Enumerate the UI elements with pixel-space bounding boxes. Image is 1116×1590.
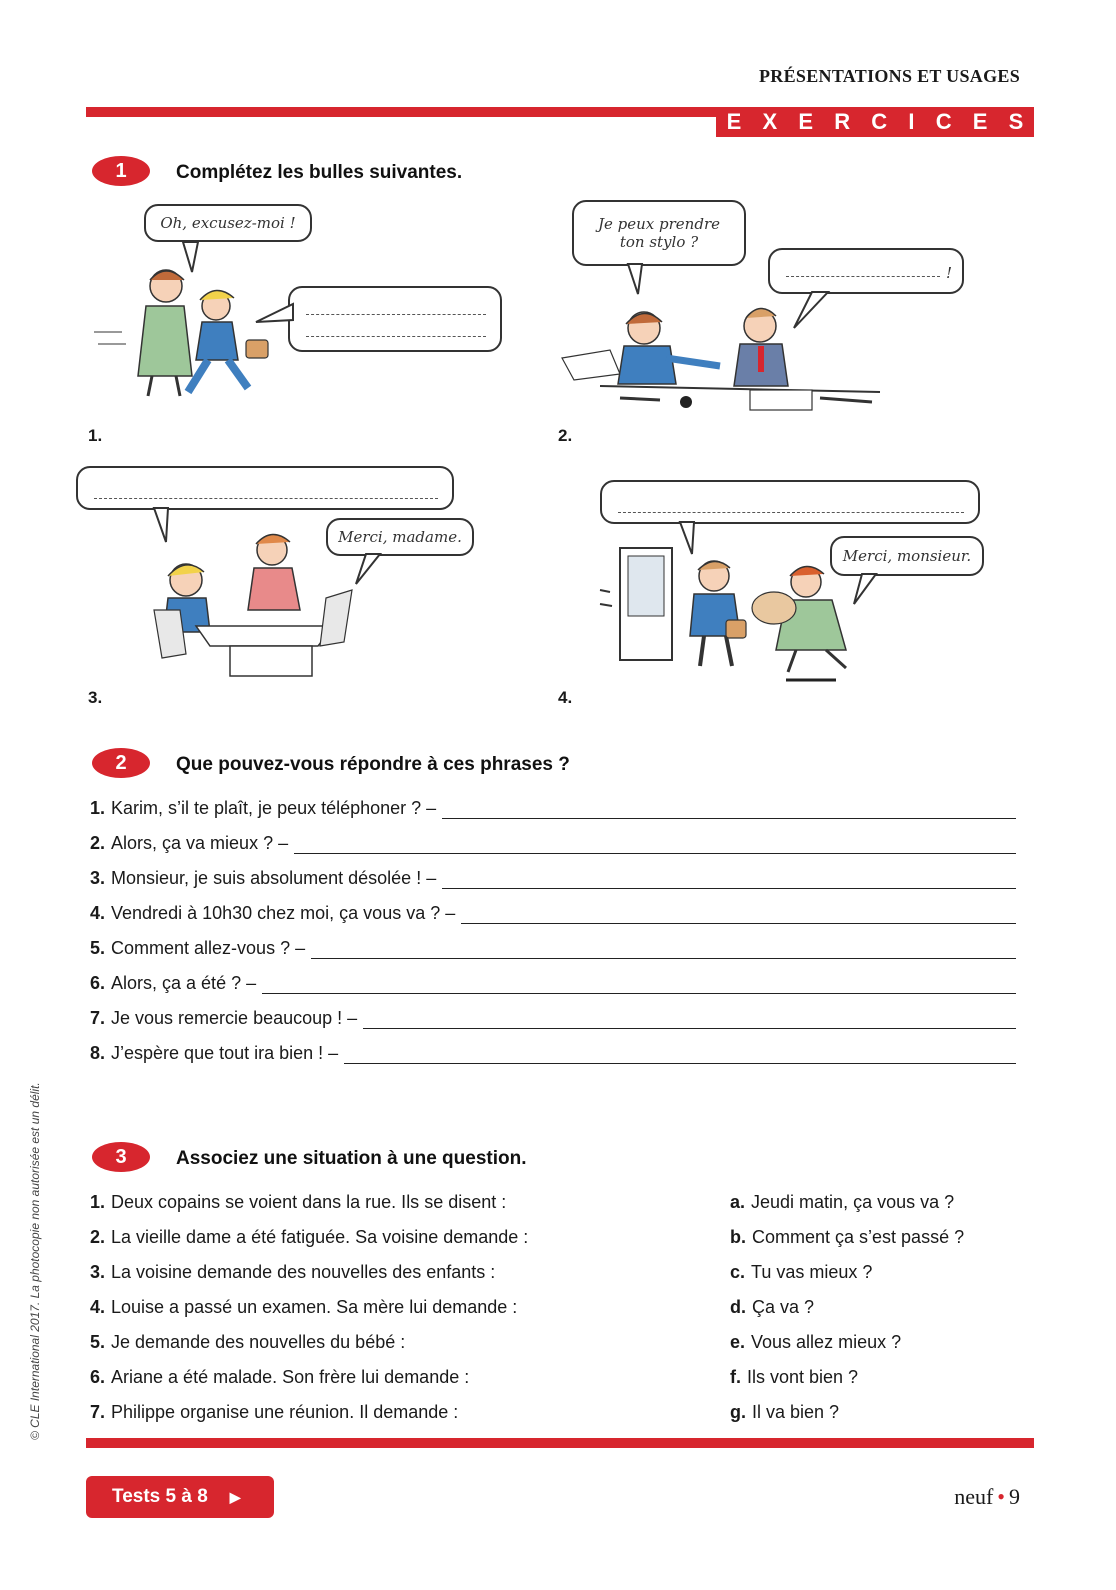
item-text: J’espère que tout ira bien ! – — [111, 1043, 339, 1063]
panel-1-illustration — [88, 236, 328, 416]
exercise-2-item — [90, 973, 1016, 994]
item-number: 4. — [90, 1297, 106, 1317]
exercise-2-badge: 2 — [92, 748, 150, 778]
item-letter: c. — [730, 1262, 746, 1282]
exercise-3-badge: 3 — [92, 1142, 150, 1172]
item-number: 6. — [90, 1367, 106, 1387]
item-number: 4. — [90, 903, 106, 923]
band-letter: E — [798, 109, 814, 134]
situation-item — [90, 1297, 517, 1318]
item-text: La vieille dame a été fatiguée. Sa voisine demande : — [111, 1227, 529, 1247]
band-letter: E — [726, 109, 742, 134]
exercise-2-item — [90, 868, 1016, 889]
footer-red-rule — [86, 1438, 1034, 1448]
question-item — [730, 1227, 964, 1248]
item-number: 3. — [90, 868, 106, 888]
question-item — [730, 1367, 858, 1388]
item-text: Vendredi à 10h30 chez moi, ça vous va ? – — [111, 903, 456, 923]
band-letter: X — [762, 109, 778, 134]
band-letter: C — [871, 109, 888, 134]
bubble-text: Merci, madame. — [338, 528, 462, 546]
answer-line[interactable] — [294, 839, 1016, 854]
panel-3-bubble-left[interactable] — [76, 466, 454, 510]
exercise-2-item — [90, 938, 1016, 959]
answer-line[interactable] — [442, 874, 1016, 889]
item-text: Louise a passé un examen. Sa mère lui demande : — [111, 1297, 518, 1317]
situation-item — [90, 1227, 528, 1248]
item-number: 7. — [90, 1008, 106, 1028]
tests-button-label: Tests 5 à 8 — [112, 1486, 208, 1507]
question-item — [730, 1192, 954, 1213]
situation-item — [90, 1367, 469, 1388]
panel-4-number: 4. — [558, 688, 573, 707]
bubble-text: Merci, monsieur. — [842, 547, 972, 565]
situation-item — [90, 1332, 405, 1353]
item-text: Vous allez mieux ? — [751, 1332, 902, 1352]
answer-line[interactable] — [262, 979, 1016, 994]
band-letter: C — [935, 109, 952, 134]
item-letter: f. — [730, 1367, 741, 1387]
page-word: neuf — [954, 1484, 994, 1509]
question-item — [730, 1332, 901, 1353]
exercise-1-badge: 1 — [92, 156, 150, 186]
panel-4-illustration — [596, 520, 896, 690]
question-item — [730, 1297, 814, 1318]
panel-2-illustration — [560, 262, 890, 422]
bullet-dot-icon: • — [997, 1484, 1005, 1509]
item-text: Jeudi matin, ça vous va ? — [751, 1192, 955, 1212]
item-text: Tu vas mieux ? — [751, 1262, 873, 1282]
panel-1-number: 1. — [88, 426, 103, 445]
panel-4-bubble-left[interactable] — [600, 480, 980, 524]
band-letter: S — [1008, 109, 1024, 134]
panel-2-bubble-left — [572, 200, 746, 266]
answer-line[interactable] — [442, 804, 1016, 819]
tests-5-8-button[interactable] — [86, 1476, 274, 1518]
item-letter: e. — [730, 1332, 746, 1352]
item-number: 7. — [90, 1402, 106, 1422]
answer-line[interactable] — [311, 944, 1016, 959]
exercise-1-title: Complétez les bulles suivantes. — [176, 162, 463, 183]
item-text: La voisine demande des nouvelles des enfants : — [111, 1262, 496, 1282]
answer-line[interactable] — [461, 909, 1016, 924]
item-text: Alors, ça va mieux ? – — [111, 833, 289, 853]
item-text: Ça va ? — [752, 1297, 815, 1317]
item-text: Philippe organise une réunion. Il demande : — [111, 1402, 459, 1422]
band-letter: I — [908, 109, 915, 134]
item-number: 1. — [90, 798, 106, 818]
item-text: Ariane a été malade. Son frère lui demande : — [111, 1367, 470, 1387]
situation-item — [90, 1402, 458, 1423]
situation-item — [90, 1192, 506, 1213]
item-letter: a. — [730, 1192, 746, 1212]
exercise-2-item — [90, 1008, 1016, 1029]
answer-line[interactable] — [363, 1014, 1016, 1029]
section-header-title: PRÉSENTATIONS ET USAGES — [759, 66, 1020, 86]
item-number: 8. — [90, 1043, 106, 1063]
answer-dash-line — [618, 512, 964, 513]
item-text: Je demande des nouvelles du bébé : — [111, 1332, 406, 1352]
exercise-2-item — [90, 1043, 1016, 1064]
exercise-2-item — [90, 833, 1016, 854]
copyright-notice: © CLE International 2017. La photocopie non autorisée est un délit. — [28, 1082, 42, 1440]
panel-3-number: 3. — [88, 688, 103, 707]
panel-2-number: 2. — [558, 426, 573, 445]
item-letter: g. — [730, 1402, 746, 1422]
panel-3-illustration — [140, 506, 480, 686]
band-letter: R — [834, 109, 851, 134]
item-text: Monsieur, je suis absolument désolée ! – — [111, 868, 437, 888]
answer-dash-line — [94, 498, 438, 499]
item-number: 5. — [90, 1332, 106, 1352]
item-text: Deux copains se voient dans la rue. Ils se disent : — [111, 1192, 507, 1212]
item-number: 1. — [90, 1192, 106, 1212]
header-red-rule — [86, 107, 716, 117]
exercise-2-title: Que pouvez-vous répondre à ces phrases ? — [176, 754, 570, 775]
item-letter: b. — [730, 1227, 746, 1247]
question-item — [730, 1402, 839, 1423]
question-item — [730, 1262, 872, 1283]
exercise-2-item — [90, 903, 1016, 924]
item-text: Comment allez-vous ? – — [111, 938, 306, 958]
item-number: 2. — [90, 833, 106, 853]
situation-item — [90, 1262, 495, 1283]
item-letter: d. — [730, 1297, 746, 1317]
answer-line[interactable] — [344, 1049, 1016, 1064]
exercise-2-item — [90, 798, 1016, 819]
item-number: 3. — [90, 1262, 106, 1282]
bubble-text: ton stylo ? — [619, 233, 699, 251]
item-text: Karim, s’il te plaît, je peux téléphoner ? – — [111, 798, 437, 818]
exercices-band — [716, 107, 1034, 137]
answer-dash-line — [306, 336, 486, 337]
bubble-text: Je peux prendre — [598, 215, 720, 233]
item-text: Il va bien ? — [752, 1402, 840, 1422]
page-digit: 9 — [1009, 1484, 1020, 1509]
bubble-text: Oh, excusez-moi ! — [160, 214, 296, 232]
item-number: 5. — [90, 938, 106, 958]
page-number — [954, 1484, 1020, 1510]
item-text: Alors, ça a été ? – — [111, 973, 257, 993]
item-number: 2. — [90, 1227, 106, 1247]
answer-dash-line — [306, 314, 486, 315]
item-number: 6. — [90, 973, 106, 993]
item-text: Comment ça s’est passé ? — [752, 1227, 965, 1247]
exercise-3-title: Associez une situation à une question. — [176, 1148, 527, 1169]
bubble-end-mark: ! — [946, 264, 953, 282]
play-arrow-icon: ▶ — [229, 1488, 241, 1505]
band-letter: E — [972, 109, 988, 134]
item-text: Ils vont bien ? — [747, 1367, 859, 1387]
item-text: Je vous remercie beaucoup ! – — [111, 1008, 358, 1028]
